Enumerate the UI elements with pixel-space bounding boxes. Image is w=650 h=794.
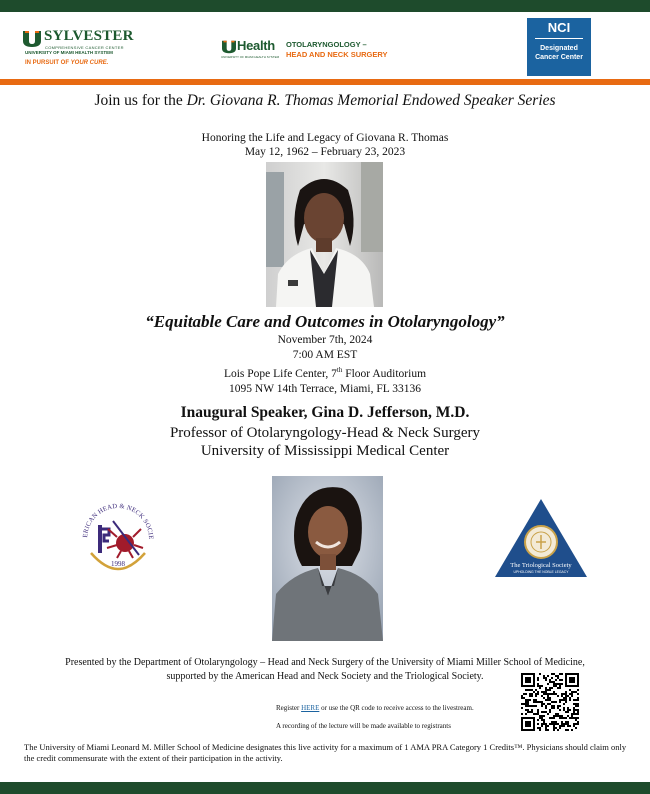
orange-divider xyxy=(0,79,650,85)
event-time: 7:00 AM EST xyxy=(292,349,358,361)
trio-name: The Triological Society xyxy=(510,562,572,569)
speaker-heading: Inaugural Speaker, Gina D. Jefferson, M.D. xyxy=(180,404,470,421)
u-monogram-icon xyxy=(22,30,42,48)
register-prefix: Register xyxy=(276,704,302,712)
ahns-logo xyxy=(77,495,159,577)
nci-line2: Cancer Center xyxy=(535,54,583,61)
series-name: Dr. Giovana R. Thomas Memorial Endowed Speaker Series xyxy=(186,92,556,109)
nci-name: NCI xyxy=(547,20,571,35)
venue-prefix: Lois Pope Life Center, 7 xyxy=(223,367,337,380)
dept-line1: OTOLARYNGOLOGY – xyxy=(286,40,367,49)
uhealth-logo xyxy=(219,38,409,64)
event-date: November 7th, 2024 xyxy=(277,334,373,346)
tagline-prefix: IN PURSUIT OF xyxy=(25,60,71,66)
nci-badge xyxy=(527,18,591,76)
uhealth-name: Health xyxy=(237,38,275,53)
triological-society-logo xyxy=(495,499,587,577)
sylvester-tagline xyxy=(25,60,108,66)
svg-text:AMERICAN HEAD & NECK SOCIETY xyxy=(77,495,154,540)
lecture-title: “Equitable Care and Outcomes in Otolaryngology” xyxy=(145,312,505,331)
event-details xyxy=(0,333,650,397)
ahns-year: 1998 xyxy=(111,560,125,568)
register-line xyxy=(276,704,474,712)
presented-line2: supported by the American Head and Neck Society and the Triological Society. xyxy=(166,671,484,682)
invitation-prefix: Join us for the xyxy=(94,92,187,109)
honoring-line: Honoring the Life and Legacy of Giovana R. Thomas xyxy=(201,132,449,144)
register-suffix: or use the QR code to receive access to the livestream. xyxy=(319,704,474,712)
speaker-portrait xyxy=(272,476,383,641)
nci-line1: Designated xyxy=(540,45,578,52)
cme-disclaimer: The University of Miami Leonard M. Miller School of Medicine designates this live activity for a maximum of 1 AMA PRA Category 1 Credits™. Physicians should claim only the credit commensurate with the extent of their participation in the activity. xyxy=(24,742,627,763)
uhealth-subtitle: UNIVERSITY OF MIAMI HEALTH SYSTEM xyxy=(221,55,280,59)
tagline-emphasis: YOUR CURE. xyxy=(70,60,109,66)
nci-divider xyxy=(535,38,583,39)
speaker-position: Professor of Otolaryngology-Head & Neck Surgery xyxy=(169,425,481,441)
life-dates: May 12, 1962 – February 23, 2023 xyxy=(244,146,406,158)
speaker-affiliation xyxy=(0,424,650,460)
venue-suffix: Floor Auditorium xyxy=(342,367,427,380)
event-venue xyxy=(0,363,650,382)
trio-motto: UPHOLDING THE NOBLE LEGACY xyxy=(513,570,569,574)
sylvester-logo xyxy=(22,26,142,72)
u-monogram-icon xyxy=(221,40,237,54)
top-green-bar xyxy=(0,0,650,12)
venue-sup: th xyxy=(336,366,343,374)
speaker-institution: University of Mississippi Medical Center xyxy=(200,443,450,459)
qr-code[interactable] xyxy=(521,673,579,731)
presented-line1: Presented by the Department of Otolaryngology – Head and Neck Surgery of the University of Miami Miller School of Medicine, xyxy=(65,657,585,668)
event-address: 1095 NW 14th Terrace, Miami, FL 33136 xyxy=(229,382,421,395)
memorial-portrait xyxy=(266,162,383,307)
register-link[interactable]: HERE xyxy=(301,704,320,712)
dept-line2: HEAD AND NECK SURGERY xyxy=(286,50,388,59)
recording-note: A recording of the lecture will be made available to registrants xyxy=(276,722,451,730)
sylvester-subtitle: COMPREHENSIVE CANCER CENTER xyxy=(45,45,124,50)
bottom-green-bar xyxy=(0,782,650,794)
invitation-heading xyxy=(0,92,650,110)
sylvester-system: UNIVERSITY OF MIAMI HEALTH SYSTEM xyxy=(25,50,113,55)
honoring-block xyxy=(0,131,650,159)
sylvester-name: SYLVESTER xyxy=(44,28,134,44)
ahns-arc-text: ERICAN HEAD & NECK SOCIE xyxy=(81,502,155,540)
